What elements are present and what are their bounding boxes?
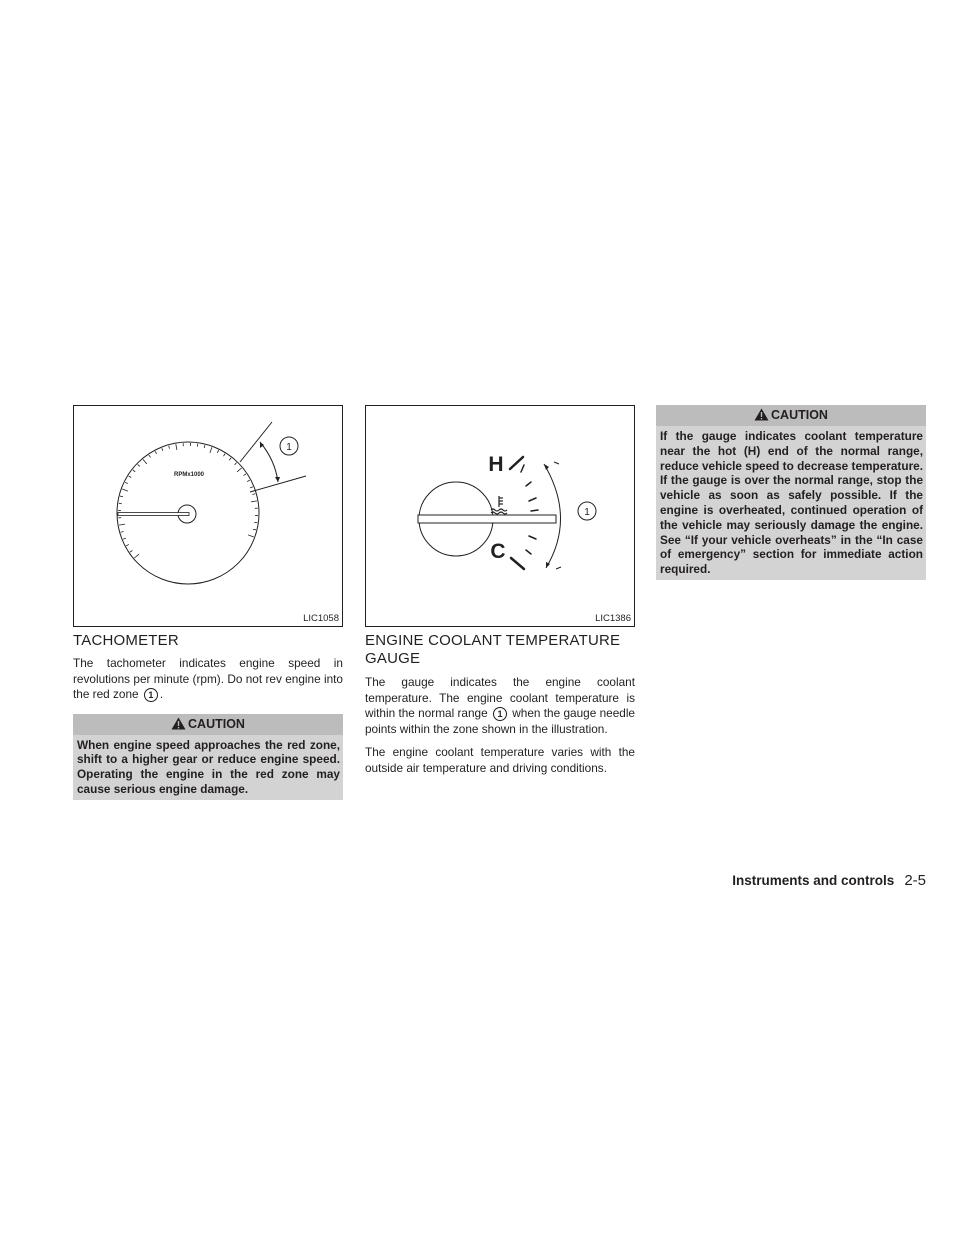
caution-text: If the gauge indicates coolant temperature near the hot (H) end of the normal range, reduce vehicle speed to decrease temperature. If the gauge is over the normal range, stop the vehicle as soon as safely possible. If the engine is overheated, continued operation of the vehicle may seriously damage the engine. See “If your vehicle overheats” in the “In case of emergency” section for immediate action required. [660,429,923,577]
red-zone-arc [260,442,278,482]
tachometer-figure [73,405,343,627]
caution-header [656,405,926,426]
tick-mark [247,480,250,481]
tick-mark [125,482,128,483]
paragraph-text-end: . [159,687,164,701]
tick-mark [149,455,151,457]
tick-mark [248,535,254,537]
tick-mark [169,446,170,449]
page-footer [732,872,926,889]
coolant-paragraph-1 [365,675,635,737]
tick-mark [162,448,163,451]
tick-mark [253,529,256,530]
figure-code: LIC1058 [303,613,339,624]
section-heading: ENGINE COOLANT TEMPERATURE GAUGE [365,632,621,667]
gauge-needle [418,515,556,523]
thermometer-icon [491,496,507,514]
figure-code: LIC1386 [595,613,631,624]
tick-mark [210,447,212,453]
callout-number: 1 [584,507,590,518]
red-zone-start-line [240,422,272,462]
cold-label: C [490,540,506,563]
hot-label: H [488,453,504,476]
tick-mark [130,550,132,552]
page-number: 2-5 [904,872,926,889]
callout-number: 1 [286,442,292,453]
coolant-gauge-figure [365,405,635,627]
footer-section-title: Instruments and controls [732,873,895,888]
tick-mark [224,454,226,457]
range-end-mark-top [554,462,559,464]
arc-arrow-top [544,464,549,470]
coolant-paragraph-2: The engine coolant temperature varies with the outside air temperature and driving conditions. [365,745,635,775]
tick-mark [122,489,128,491]
section-heading: TACHOMETER [73,632,179,649]
caution-text: When engine speed approaches the red zone, shift to a higher gear or reduce engine speed. Operating the engine in the red zone may cause serious engine damage. [77,737,340,796]
tick-mark [235,463,237,465]
tick-mark [176,444,177,450]
tick-mark [143,459,147,464]
tick-mark [129,476,132,478]
dial-label: RPMx1000 [173,472,205,478]
tick-mark [126,544,129,545]
paragraph-text: The gauge indicates the engine coolant temperature. The engine coolant temperature is within the normal range [365,675,635,720]
caution-box [656,405,926,580]
tick-mark [120,496,123,497]
reference-marker: 1 [144,688,158,702]
coolant-column [365,405,635,784]
paragraph-text: The tachometer indicates engine speed in revolutions per minute (rpm). Do not rev engine into the red zone [73,656,343,701]
tick-mark [138,464,140,466]
gauge-marks [510,457,538,569]
tick-mark [217,450,218,453]
paragraph-text-end: when the gauge needle points within the zone shown in the illustration. [365,706,635,736]
tachometer-ticks [118,443,258,558]
tachometer-needle [118,513,189,516]
warning-triangle-icon [754,407,769,428]
tick-mark [119,524,125,525]
tick-mark [133,470,135,472]
tick-mark [244,474,246,476]
caution-box [73,714,343,800]
tick-mark [155,451,156,454]
tick-mark [251,501,257,502]
tachometer-paragraph [73,656,343,703]
reference-marker: 1 [493,707,507,721]
tick-mark [204,445,205,448]
warning-triangle-icon [171,716,186,737]
tick-mark [237,468,242,472]
tick-mark [252,494,255,495]
range-end-mark-bottom [556,567,561,569]
caution-header [73,714,343,735]
tick-mark [121,531,124,532]
tachometer-column [73,405,343,800]
caution-title: CAUTION [188,716,245,731]
tick-mark [123,538,126,539]
tick-mark [134,554,139,558]
tick-mark [229,458,231,460]
caution-title: CAUTION [771,408,828,422]
tick-mark [250,487,253,488]
caution-column [656,405,926,580]
tachometer-illustration [74,406,342,626]
coolant-gauge-illustration [366,406,634,626]
